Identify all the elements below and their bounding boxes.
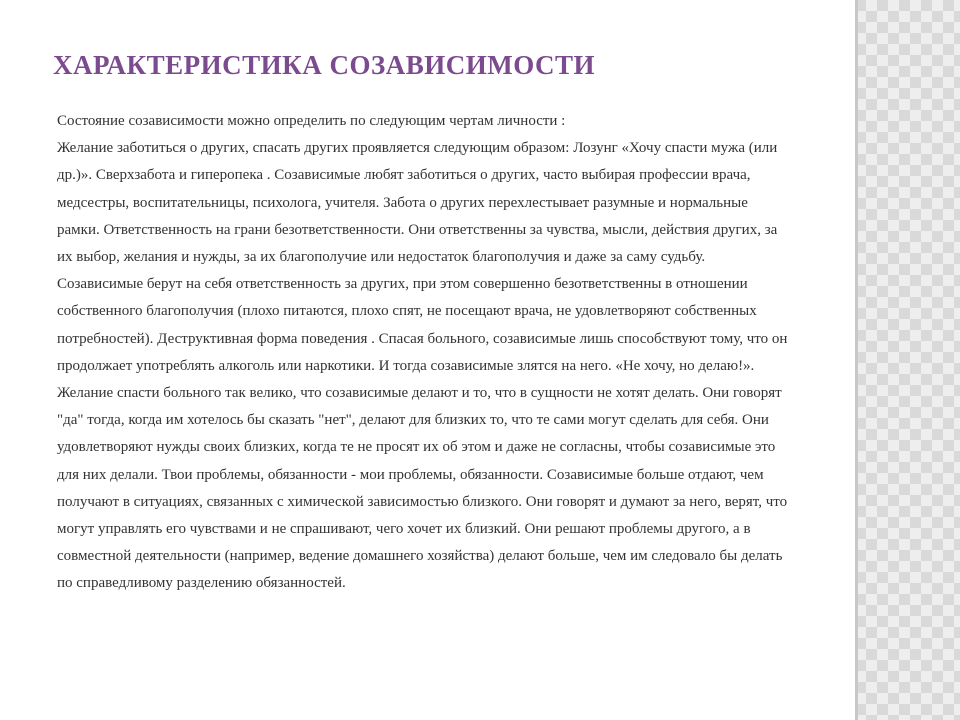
body-paragraph: Желание заботиться о других, спасать других проявляется следующим образом: Лозунг «Хочу спасти мужа (или др.)». Сверхзабота и гиперопека . Созависимые любят заботиться о других, часто выбирая профессии врача, медсестры, воспитательницы, психолога, учителя. Забота о других перехлестывает разумные и нормальные рамки. Ответственность на грани безответственности. Они ответственны за чувства, мысли, действия других, за их выбор, желания и нужды, за их благополучие или недостаток благополучия и даже за саму судьбу. Созависимые берут на себя ответственность за других, при этом совершенно безответственны в отношении собственного благополучия (плохо питаются, плохо спят, не посещают врача, не удовлетворяют собственных потребностей). Деструктивная форма поведения . Спасая больного, созависимые лишь способствуют тому, что он продолжает употреблять алкоголь или наркотики. И тогда созависимые злятся на него. «Не хочу, но делаю!». Желание спасти больного так велико, что созависимые делают и то, что в сущности не хотят делать. Они говорят "да" тогда, когда им хотелось бы сказать "нет", делают для близких то, что те сами могут сделать для себя. Они удовлетворяют нужды своих близких, когда те не просят их об этом и даже не согласны, чтобы созависимые это для них делали. Твои проблемы, обязанности - мои проблемы, обязанности. Созависимые больше отдают, чем получают в ситуациях, связанных с химической зависимостью близкого. Они говорят и думают за него, верят, что могут управлять его чувствами и не спрашивают, чего хочет их близкий. Они решают проблемы другого, а в совместной деятельности (например, ведение домашнего хозяйства) делают больше, чем им следовало бы делать по справедливому разделению обязанностей. [57, 140, 788, 592]
decorative-side-panel [855, 0, 960, 720]
slide-title: ХАРАКТЕРИСТИКА СОЗАВИСИМОСТИ [53, 50, 596, 80]
slide-body [57, 108, 792, 598]
side-panel-edge [855, 0, 858, 720]
intro-paragraph: Состояние созависимости можно определить по следующим чертам личности : [57, 113, 566, 129]
